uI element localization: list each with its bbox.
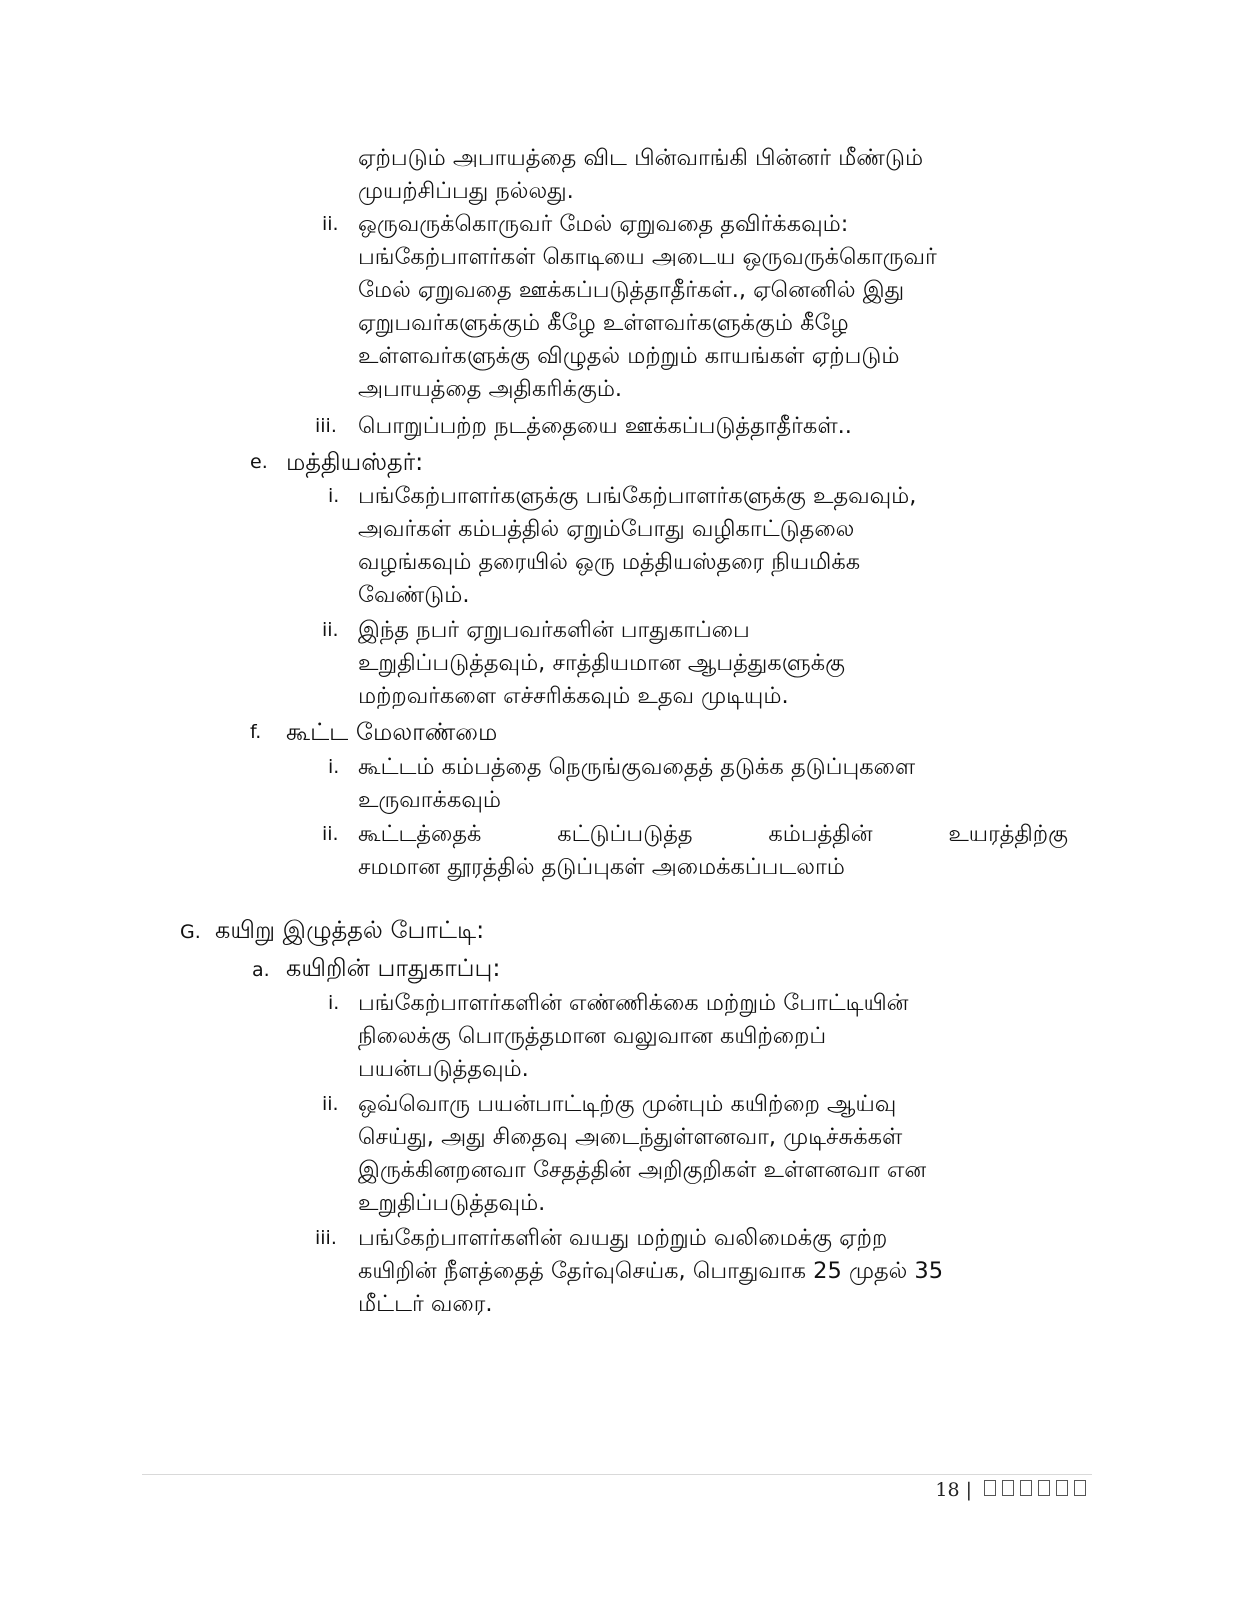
text-line: பங்கேற்பாளர்கள் கொடியை அடைய ஒருவருக்கொருவர் [358, 244, 937, 270]
text-line: கயிறின் நீளத்தைத் தேர்வுசெய்க, பொதுவாக 25 முதல் 35 [358, 1258, 944, 1284]
word: கூட்டத்தைக் [358, 821, 482, 847]
text-line: மீட்டர் வரை. [358, 1291, 493, 1317]
text-line: மற்றவர்களை எச்சரிக்கவும் உதவ முடியும். [358, 683, 789, 709]
list-marker: ii. [322, 213, 339, 235]
text-line: ஏற்படும் அபாயத்தை விட பின்வாங்கி பின்னர் மீண்டும் [358, 145, 924, 171]
missing-glyph-icon [1038, 1480, 1050, 1496]
section-heading: கயிறு இழுத்தல் போட்டி: [215, 916, 485, 944]
missing-glyph-icon [1020, 1480, 1032, 1496]
text-line: பங்கேற்பாளர்களுக்கு பங்கேற்பாளர்களுக்கு உதவவும், [358, 483, 917, 509]
section-heading: கூட்ட மேலாண்மை [286, 718, 498, 746]
justified-line [358, 818, 1068, 851]
page-footer [935, 1475, 1086, 1505]
text-line: உள்ளவர்களுக்கு விழுதல் மற்றும் காயங்கள் ஏற்படும் [358, 343, 900, 369]
missing-glyph-icon [984, 1480, 996, 1496]
text-line: ஒவ்வொரு பயன்பாட்டிற்கு முன்பும் கயிற்றை ஆய்வு [358, 1091, 897, 1117]
list-marker: e. [250, 451, 268, 473]
list-marker: G. [180, 921, 201, 943]
text-line: பங்கேற்பாளர்களின் வயது மற்றும் வலிமைக்கு ஏற்ற [358, 1225, 888, 1251]
missing-glyph-icon [1074, 1480, 1086, 1496]
footer-separator: | [965, 1479, 972, 1501]
text-line: மேல் ஏறுவதை ஊக்கப்படுத்தாதீர்கள்., ஏனெனில் இது [358, 277, 905, 303]
section-heading: கயிறின் பாதுகாப்பு: [286, 954, 501, 982]
missing-glyph-icon [1002, 1480, 1014, 1496]
text-line: அவர்கள் கம்பத்தில் ஏறும்போது வழிகாட்டுதலை [358, 516, 855, 542]
text-line: அபாயத்தை அதிகரிக்கும். [358, 376, 623, 402]
list-marker: i. [328, 485, 340, 507]
list-marker: ii. [322, 1093, 339, 1115]
text-line: பயன்படுத்தவும். [358, 1056, 529, 1082]
list-marker: ii. [322, 619, 339, 641]
word: உயரத்திற்கு [948, 821, 1068, 847]
list-marker: i. [328, 992, 340, 1014]
word: கம்பத்தின் [768, 821, 873, 847]
list-marker: f. [250, 721, 262, 743]
text-line: சமமான தூரத்தில் தடுப்புகள் அமைக்கப்படலாம் [358, 854, 845, 880]
list-marker: ii. [322, 823, 339, 845]
section-heading: மத்தியஸ்தர்: [286, 448, 424, 476]
text-line: இருக்கினறனவா சேதத்தின் அறிகுறிகள் உள்ளனவா என [358, 1157, 927, 1183]
missing-glyph-icon [1056, 1480, 1068, 1496]
text-line: உருவாக்கவும் [358, 787, 501, 813]
list-marker: iii. [315, 1227, 337, 1249]
list-marker: a. [252, 959, 270, 981]
text-line: உறுதிப்படுத்தவும். [358, 1190, 546, 1216]
list-marker: i. [328, 756, 340, 778]
page-number: 18 [935, 1479, 960, 1501]
text-line: ஏறுபவர்களுக்கும் கீழே உள்ளவர்களுக்கும் கீழே [358, 310, 849, 336]
text-line: உறுதிப்படுத்தவும், சாத்தியமான ஆபத்துகளுக்கு [358, 650, 845, 676]
text-line: முயற்சிப்பது நல்லது. [358, 178, 574, 204]
text-line: செய்து, அது சிதைவு அடைந்துள்ளனவா, முடிச்சுக்கள் [358, 1124, 903, 1150]
text-line: நிலைக்கு பொருத்தமான வலுவான கயிற்றைப் [358, 1023, 827, 1049]
text-line: இந்த நபர் ஏறுபவர்களின் பாதுகாப்பை [358, 617, 750, 643]
word: கட்டுப்படுத்த [557, 821, 693, 847]
list-marker: iii. [315, 415, 337, 437]
text-line: ஒருவருக்கொருவர் மேல் ஏறுவதை தவிர்க்கவும்: [358, 211, 849, 237]
text-line: வேண்டும். [358, 582, 470, 608]
text-line: வழங்கவும் தரையில் ஒரு மத்தியஸ்தரை நியமிக்க [358, 549, 861, 575]
text-line: பங்கேற்பாளர்களின் எண்ணிக்கை மற்றும் போட்டியின் [358, 990, 909, 1016]
text-line: பொறுப்பற்ற நடத்தையை ஊக்கப்படுத்தாதீர்கள்.. [358, 413, 852, 439]
missing-glyph-boxes [978, 1475, 1086, 1505]
text-line: கூட்டம் கம்பத்தை நெருங்குவதைத் தடுக்க தடுப்புகளை [358, 754, 916, 780]
